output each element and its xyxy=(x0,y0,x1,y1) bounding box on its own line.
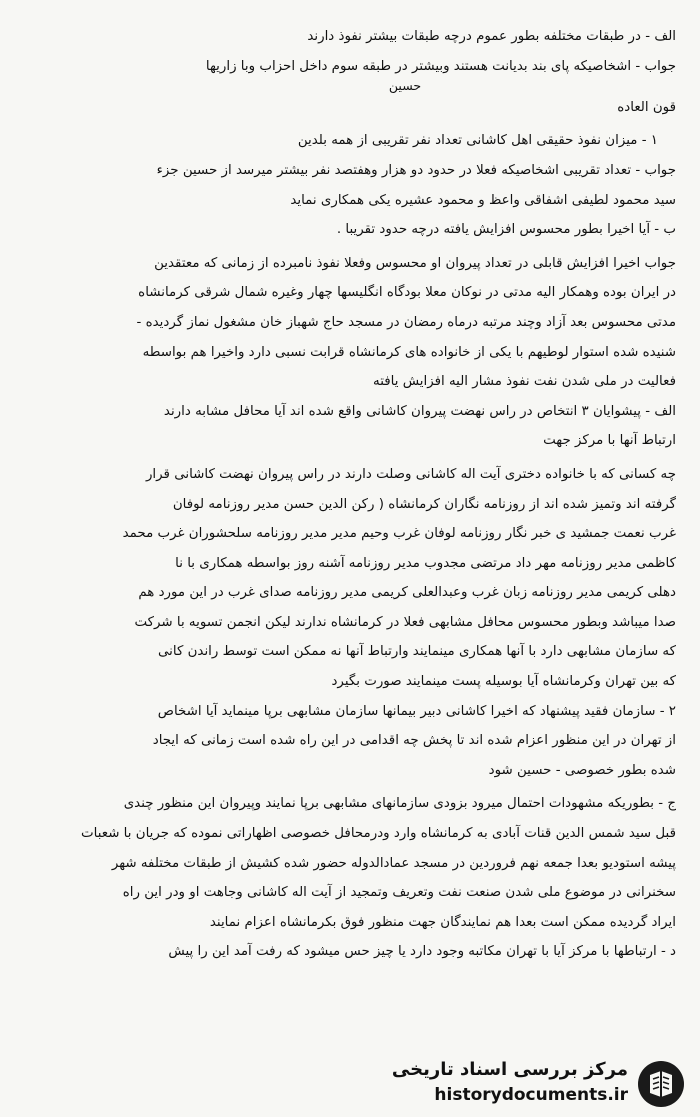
item-2-question: ۲ - سازمان فقید پیشنهاد که اخیرا کاشانی دبیر بیمانها سازمان مشابهی برپا مینماید آیا اشخاص xyxy=(157,703,676,719)
section-c-answer: ج - بطوریکه مشهودات احتمال میرود بزودی سازمانهای مشابهی برپا نمایند وپیروان این منظور چندی xyxy=(123,796,676,812)
section-a2-question: الف - پیشوایان ۳ انتخاص در راس نهضت پیروان کاشانی واقع شده اند آیا محافل مشابه دارند xyxy=(163,403,676,419)
text-line: ارتباط آنها با مرکز جهت xyxy=(543,433,676,449)
text-line: پیشه استودیو بعدا جمعه نهم فروردین در مسجد عمادالدوله حضور شده کشیش از طبقات مختلفه شهر xyxy=(111,855,676,871)
text-line: مدتی محسوس بعد آزاد وچند مرتبه درماه رمضان در مسجد حاج شهباز خان مشغول نماز گردیده - xyxy=(136,314,676,330)
item-1-question: ۱ - میزان نفوذ حقیقی اهل کاشانی تعداد نفر تقریبی از همه بلدین xyxy=(297,133,658,149)
text-line: که بین تهران وکرمانشاه آیا بوسیله پست مینمایند صورت بگیرد xyxy=(331,674,676,690)
answer-line: جواب - اشخاصیکه پای بند بدیانت هستند وبیشتر در طبقه سوم داخل احزاب وبا زاریها xyxy=(205,58,676,74)
text-line: از تهران در این منظور اعزام شده اند تا پخش چه اقدامی در این راه شده است زمانی که ایجاد xyxy=(152,733,676,749)
text-line: سخنرانی در موضوع ملی شدن صنعت نفت وتعریف وتمجید از آیت اله کاشانی وجاهت او ودر این راه xyxy=(122,885,676,901)
section-b-question: ب - آیا اخیرا بطور محسوس افزایش یافته درچه حدود تقریبا . xyxy=(336,222,676,238)
archive-watermark xyxy=(391,1057,686,1109)
text-line: ایراد گردیده ممکن است بعدا هم نمایندگان جهت منظور فوق بکرمانشاه اعزام نمایند xyxy=(209,914,676,930)
answer-line: چه کسانی که با خانواده دختری آیت اله کاشانی وصلت دارند در راس پیروان نهضت کاشانی قرار xyxy=(145,466,676,482)
text-line: قون العاده xyxy=(617,99,676,115)
text-line: شنیده شده استوار لوطیهم با یکی از خانواده های کرمانشاه قرابت نسبی دارد واخیرا هم بواسطه xyxy=(142,344,676,360)
text-line: سید محمود لطیفی اشفاقی واعظ و محمود عشیره یکی همکاری نماید xyxy=(290,192,676,208)
watermark-url: historydocuments.ir xyxy=(434,1085,628,1105)
text-line: قبل سید شمس الدین قنات آبادی به کرمانشاه وارد ودرمحافل خصوصی اظهاراتی نموده که جریان با شعبات xyxy=(81,826,676,842)
text-line: دهلی کریمی مدیر روزنامه زبان غرب وعبدالعلی کریمی مدیر روزنامه صدای غرب در این مورد هم xyxy=(138,585,676,601)
text-line: که سازمان مشابهی دارد با آنها همکاری مینمایند وارتباط آنها نه ممکن است توسط راندن کانی xyxy=(157,644,676,660)
answer-line: جواب اخیرا افزایش قابلی در تعداد پیروان او محسوس وفعلا نفوذ نامبرده از زمانی که معتقدین xyxy=(154,255,676,271)
text-line: کاظمی مدیر روزنامه مهر داد مرتضی مجدوب مدیر روزنامه آشنه روز بواسطه همکاری با نا xyxy=(175,555,676,571)
text-line: در ایران بوده وهمکار الیه مدتی در نوکان معلا بودگاه انگلیسها چهار وغیره شمال شرقی کرمانشاه xyxy=(138,285,676,301)
text-line: گرفته اند وتمیز شده اند از روزنامه نگاران کرمانشاه ( رکن الدین حسن مدیر روزنامه لوفان xyxy=(172,496,676,512)
text-line: صدا میباشد وبطور محسوس محافل مشابهی فعلا در کرمانشاه ندارند لیکن انجمن تسویه با شرکت xyxy=(134,614,676,630)
document-body xyxy=(14,22,676,967)
text-line: شده بطور خصوصی - حسین شود xyxy=(488,762,676,778)
text-line: غرب نعمت جمشید ی خبر نگار روزنامه لوفان غرب وحیم مدیر مدیر روزنامه سلحشوران غرب محمد xyxy=(122,526,676,542)
watermark-title: مرکز بررسی اسناد تاریخی xyxy=(391,1059,628,1080)
section-d-question: د - ارتباطها با مرکز آیا با تهران مکاتبه وجود دارد یا چیز حس میشود که رفت آمد این را پیش xyxy=(168,944,676,960)
answer-line: جواب - تعداد تقریبی اشخاصیکه فعلا در حدود دو هزار وهفتصد نفر بیشتر میرسد از حسین جزء xyxy=(156,162,676,178)
section-a-question: الف - در طبقات مختلفه بطور عموم درچه طبقات بیشتر نفوذ دارند xyxy=(307,29,676,44)
archive-logo-icon xyxy=(636,1059,686,1109)
text-line: فعالیت در ملی شدن نفت نفوذ مشار الیه افزایش یافته xyxy=(373,374,676,390)
interlinear-note: حسین xyxy=(388,78,422,94)
